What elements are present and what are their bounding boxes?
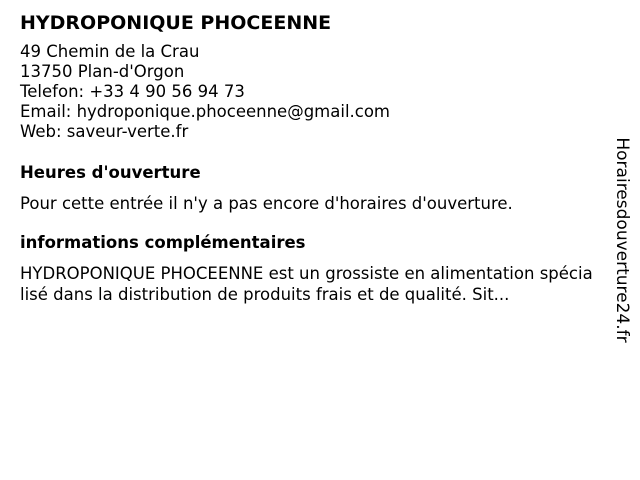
city-postcode: 13750 Plan-d'Orgon: [20, 62, 185, 81]
additional-info-text: HYDROPONIQUE PHOCEENNE est un grossiste en alimentation spécialisé dans la distribution de produits frais et de qualité. Sit...: [20, 264, 593, 304]
opening-hours-text: Pour cette entrée il n'y a pas encore d'horaires d'ouverture.: [20, 194, 513, 213]
business-card: [20, 10, 595, 305]
street-address: 49 Chemin de la Crau: [20, 42, 200, 61]
site-watermark: Horairesdouverture24.fr: [612, 137, 632, 343]
opening-hours-heading: Heures d'ouverture: [20, 163, 201, 182]
contact-block: [20, 42, 595, 142]
email-address: Email: hydroponique.phoceenne@gmail.com: [20, 102, 391, 121]
additional-info-heading: informations complémentaires: [20, 233, 306, 252]
business-name: HYDROPONIQUE PHOCEENNE: [20, 12, 332, 34]
website: Web: saveur-verte.fr: [20, 122, 189, 141]
phone-number: Telefon: +33 4 90 56 94 73: [20, 82, 245, 101]
